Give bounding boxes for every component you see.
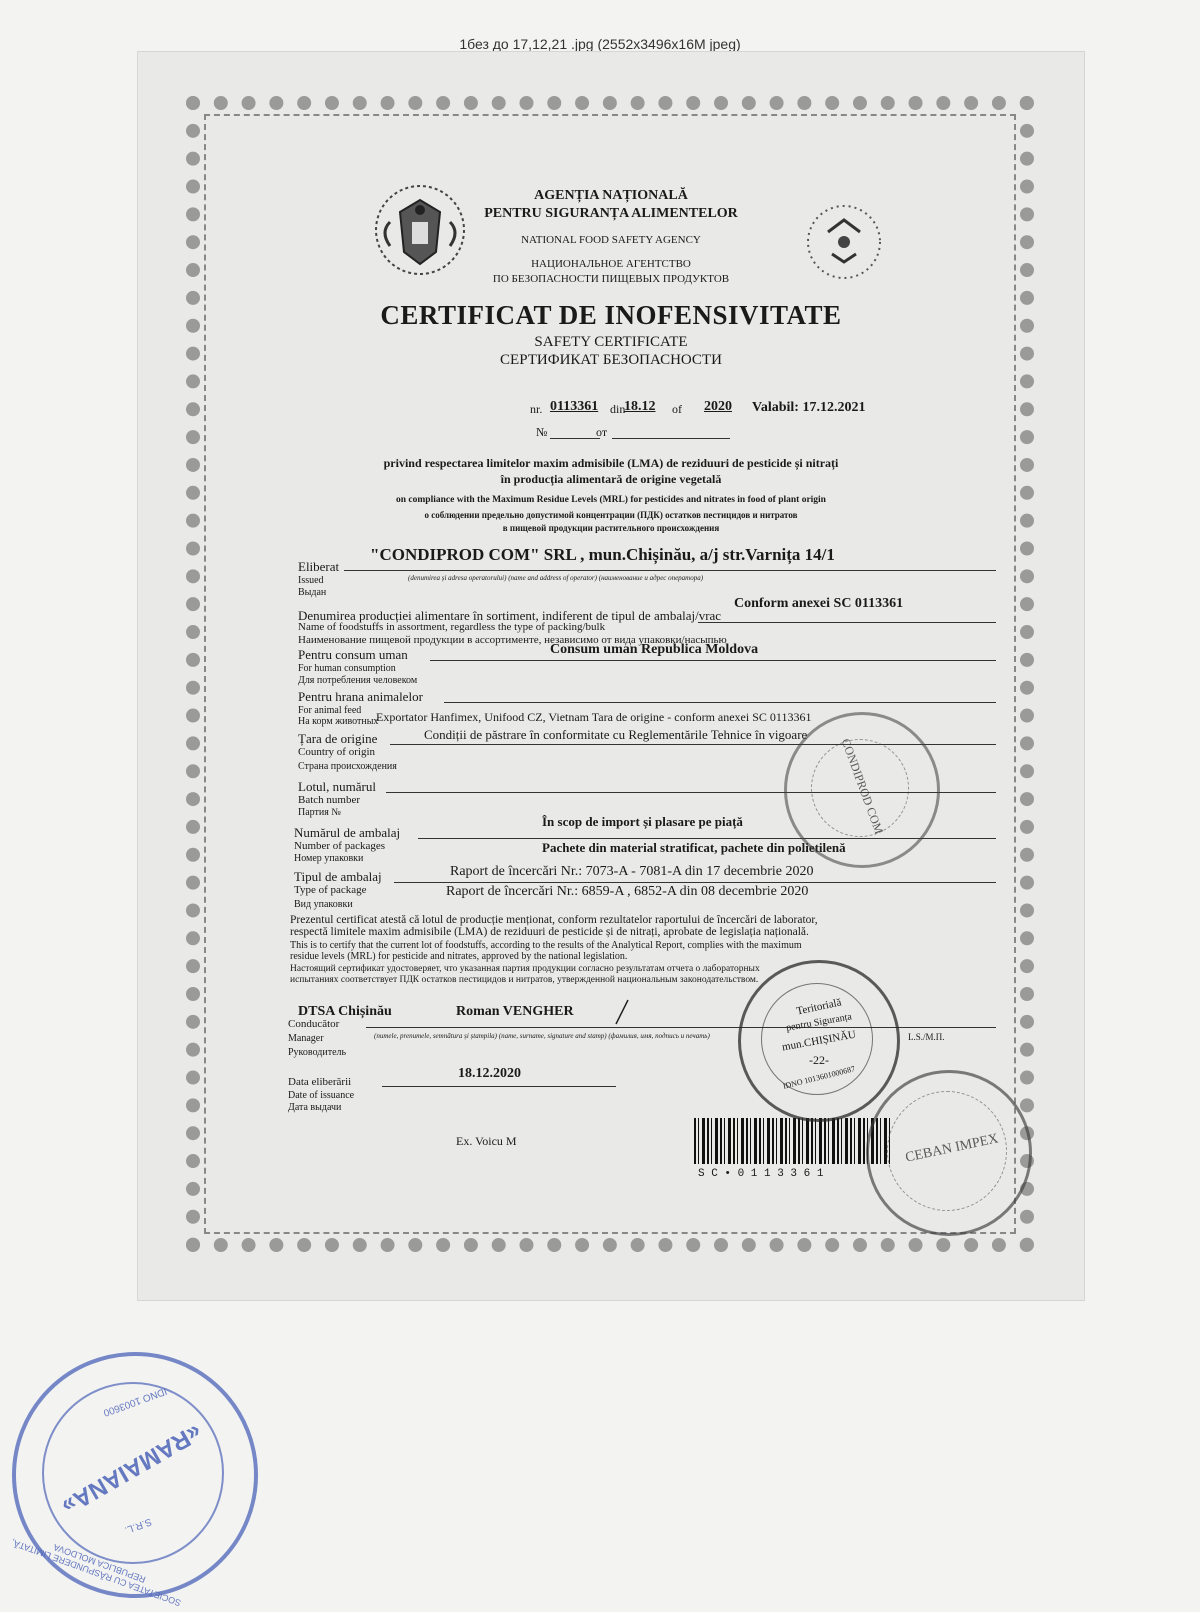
issued-label-en: Issued [298, 575, 324, 586]
manager-label-ro: Conducător [288, 1018, 340, 1030]
compliance-ro-2: în producția alimentară de origine vegetală [500, 472, 722, 486]
issued-label-ru: Выдан [298, 587, 327, 598]
package-type-value-1: Raport de încercări Nr.: 7073-A - 7081-A din 17 decembrie 2020 [450, 864, 814, 879]
compliance-ru-2: в пищевой продукции растительного происхождения [502, 523, 720, 533]
issued-line [344, 570, 996, 571]
no-line [550, 438, 600, 439]
attest-ru-1: Настоящий сертификат удостоверяет, что указанная партия продукции согласно результатам отчета о лабораторных [290, 964, 760, 974]
ceban-impex-stamp [866, 1070, 1032, 1236]
compliance-ro-1: privind respectarea limitelor maxim admisibile (LMA) de reziduuri de pesticide și nitrați [383, 456, 839, 470]
origin-label-ro: Țara de origine [298, 731, 378, 746]
animal-feed-line [444, 702, 996, 703]
certificate-sheet [138, 52, 1084, 1300]
agency-name-ro-1: AGENȚIA NAȚIONALĂ [534, 188, 688, 203]
ot-line [612, 438, 730, 439]
attest-ro-2: respectă limitele maxim admisibile (LMA) de reziduuri de pesticide și de nitrați, aprobate de legislația națională. [290, 926, 809, 938]
territorial-stamp-l1: Teritorială [795, 996, 843, 1018]
compliance-ru-1: о соблюдении предельно допустимой концентрации (ПДК) остатков пестицидов и нитратов [424, 510, 798, 520]
origin-label-ru: Страна происхождения [298, 761, 397, 772]
manager-label-en: Manager [288, 1033, 324, 1044]
issued-value: "CONDIPROD COM" SRL , mun.Chișinău, a/j str.Varnița 14/1 [370, 545, 835, 564]
animal-feed-value: Exportator Hanfimex, Unifood CZ, Vietnam Tara de origine - conform anexei SC 0113361 [376, 710, 812, 724]
origin-label-en: Country of origin [298, 746, 375, 758]
territorial-stamp-number: -22- [809, 1053, 829, 1067]
animal-feed-label-ru: На корм животных [298, 716, 379, 727]
certificate-title: CERTIFICAT DE INOFENSIVITATE [380, 300, 842, 330]
animal-feed-label-en: For animal feed [298, 705, 362, 716]
certificate-date: 18.12 [624, 399, 656, 414]
packages-label-ro: Numărul de ambalaj [294, 825, 401, 840]
ramaiana-idno-text: IDNO 1003600 [101, 1384, 169, 1419]
manager-name: Roman VENGHER [456, 1004, 574, 1019]
signature-mark [612, 998, 632, 1026]
ramaiana-stamp [9, 1352, 258, 1609]
agency-name-ru-1: НАЦИОНАЛЬНОЕ АГЕНТСТВО [531, 258, 691, 270]
condiprod-stamp [784, 712, 940, 868]
manager-mp: L.S./M.П. [908, 1032, 945, 1042]
attest-en-1: This is to certify that the current lot of foodstuffs, according to the results of the Analytical Report, complies with the maximum [290, 940, 802, 951]
package-type-value-2: Raport de încercări Nr.: 6859-A , 6852-A din 08 decembrie 2020 [446, 884, 809, 899]
animal-feed-label-ro: Pentru hrana animalelor [298, 689, 423, 704]
manager-office: DTSA Chișinău [298, 1004, 392, 1019]
issue-date-line [382, 1086, 616, 1087]
human-consumption-label-en: For human consumption [298, 663, 396, 674]
human-consumption-label-ru: Для потребления человеком [298, 675, 418, 686]
attest-ru-2: испытаниях соответствует ПДК остатков пестицидов и нитратов, утвержденной национальным законодательством. [290, 975, 759, 985]
agency-name-ru-2: ПО БЕЗОПАСНОСТИ ПИЩЕВЫХ ПРОДУКТОВ [492, 273, 730, 285]
product-name-label-en: Name of foodstuffs in assortment, regardless the type of packing/bulk [298, 621, 606, 633]
territorial-stamp-code: IDNO 1013601000687 [782, 1064, 856, 1091]
din-label: din [610, 402, 626, 416]
manager-line [366, 1027, 996, 1028]
issued-hint: (denumirea și adresa operatorului) (name and address of operator) (наименование и адрес оператора) [408, 574, 704, 582]
ramaiana-main-text: «RAMAIANA» [56, 1417, 207, 1520]
batch-label-en: Batch number [298, 794, 361, 806]
territorial-stamp-l3: mun.CHIȘINĂU [781, 1028, 857, 1054]
condiprod-stamp-text: CONDIPROD COM [838, 736, 887, 836]
ot-label-ru: от [596, 425, 608, 439]
package-type-line [394, 882, 996, 883]
certificate-title-ru: СЕРТИФИКАТ БЕЗОПАСНОСТИ [500, 352, 722, 368]
package-type-label-en: Type of package [294, 884, 367, 896]
product-name-label-ro: Denumirea producției alimentare în sortiment, indiferent de tipul de ambalaj/vrac [298, 608, 722, 623]
issued-label-ro: Eliberat [298, 559, 340, 574]
human-consumption-value: Consum uman Republica Moldova [550, 642, 759, 657]
product-name-line [698, 622, 996, 623]
ramaiana-ring-text: SOCIETATEA CU RĂSPUNDERE LIMITATĂ, REPUBLICA MOLDOVA [9, 1537, 183, 1609]
package-type-label-ru: Вид упаковки [294, 899, 353, 910]
manager-hint: (numele, prenumele, semnătura și ștampila) (name, surname, signature and stamp) (фамилия, имя, подпись и печать) [374, 1032, 710, 1040]
product-name-value: Conform anexei SC 0113361 [734, 596, 904, 611]
barcode-text: S C • 0 1 1 3 3 6 1 [698, 1168, 824, 1180]
file-caption: 1без до 17,12,21 .jpg (2552x3496x16M jpeg) [459, 36, 741, 52]
packages-value-2: Pachete din material stratificat, pachete din polietilenă [542, 840, 846, 855]
agency-name-ro-2: PENTRU SIGURANȚA ALIMENTELOR [484, 206, 738, 221]
batch-label-ru: Партия № [298, 807, 341, 818]
compliance-en: on compliance with the Maximum Residue Levels (MRL) for pesticides and nitrates in food of plant origin [396, 495, 826, 505]
agency-name-en: NATIONAL FOOD SAFETY AGENCY [521, 234, 701, 246]
certificate-year: 2020 [704, 399, 732, 414]
of-label: of [672, 402, 682, 416]
certificate-title-en: SAFETY CERTIFICATE [534, 334, 688, 350]
issue-date-label-en: Date of issuance [288, 1090, 355, 1101]
issue-date-label-ru: Дата выдачи [288, 1102, 342, 1113]
package-type-label-ro: Tipul de ambalaj [294, 869, 382, 884]
human-consumption-line [430, 660, 996, 661]
origin-value: Condiții de păstrare în conformitate cu Reglementările Tehnice în vigoare [424, 727, 808, 742]
attest-ro-1: Prezentul certificat atestă că lotul de producție menționat, conform rezultatelor raportului de încercări de laborator, [290, 914, 818, 926]
issue-date-value: 18.12.2020 [458, 1066, 521, 1081]
ceban-impex-stamp-text: CEBAN IMPEX [904, 1131, 1000, 1166]
batch-label-ro: Lotul, numărul [298, 779, 376, 794]
manager-label-ru: Руководитель [288, 1047, 347, 1058]
barcode [694, 1118, 890, 1164]
packages-label-en: Number of packages [294, 840, 386, 852]
product-name-label-ru: Наименование пищевой продукции в ассортименте, независимо от вида упаковки/насыпью [298, 634, 727, 646]
territorial-stamp-l2: pentru Siguranța [785, 1011, 853, 1034]
territorial-stamp [738, 960, 900, 1122]
copy-note: Ex. Voicu M [456, 1134, 517, 1148]
packages-value-1: În scop de import și plasare pe piață [542, 814, 743, 829]
issue-date-label-ro: Data eliberării [288, 1076, 352, 1088]
certificate-number: 0113361 [550, 399, 599, 414]
attest-en-2: residue levels (MRL) for pesticide and nitrates, approved by the national legislation. [290, 951, 628, 962]
valid-until: Valabil: 17.12.2021 [752, 400, 866, 415]
nr-label: nr. [530, 402, 543, 416]
no-label-ru: № [536, 425, 548, 439]
ramaiana-srl-text: S.R.L. [123, 1515, 153, 1536]
packages-label-ru: Номер упаковки [294, 853, 364, 864]
human-consumption-label-ro: Pentru consum uman [298, 647, 408, 662]
